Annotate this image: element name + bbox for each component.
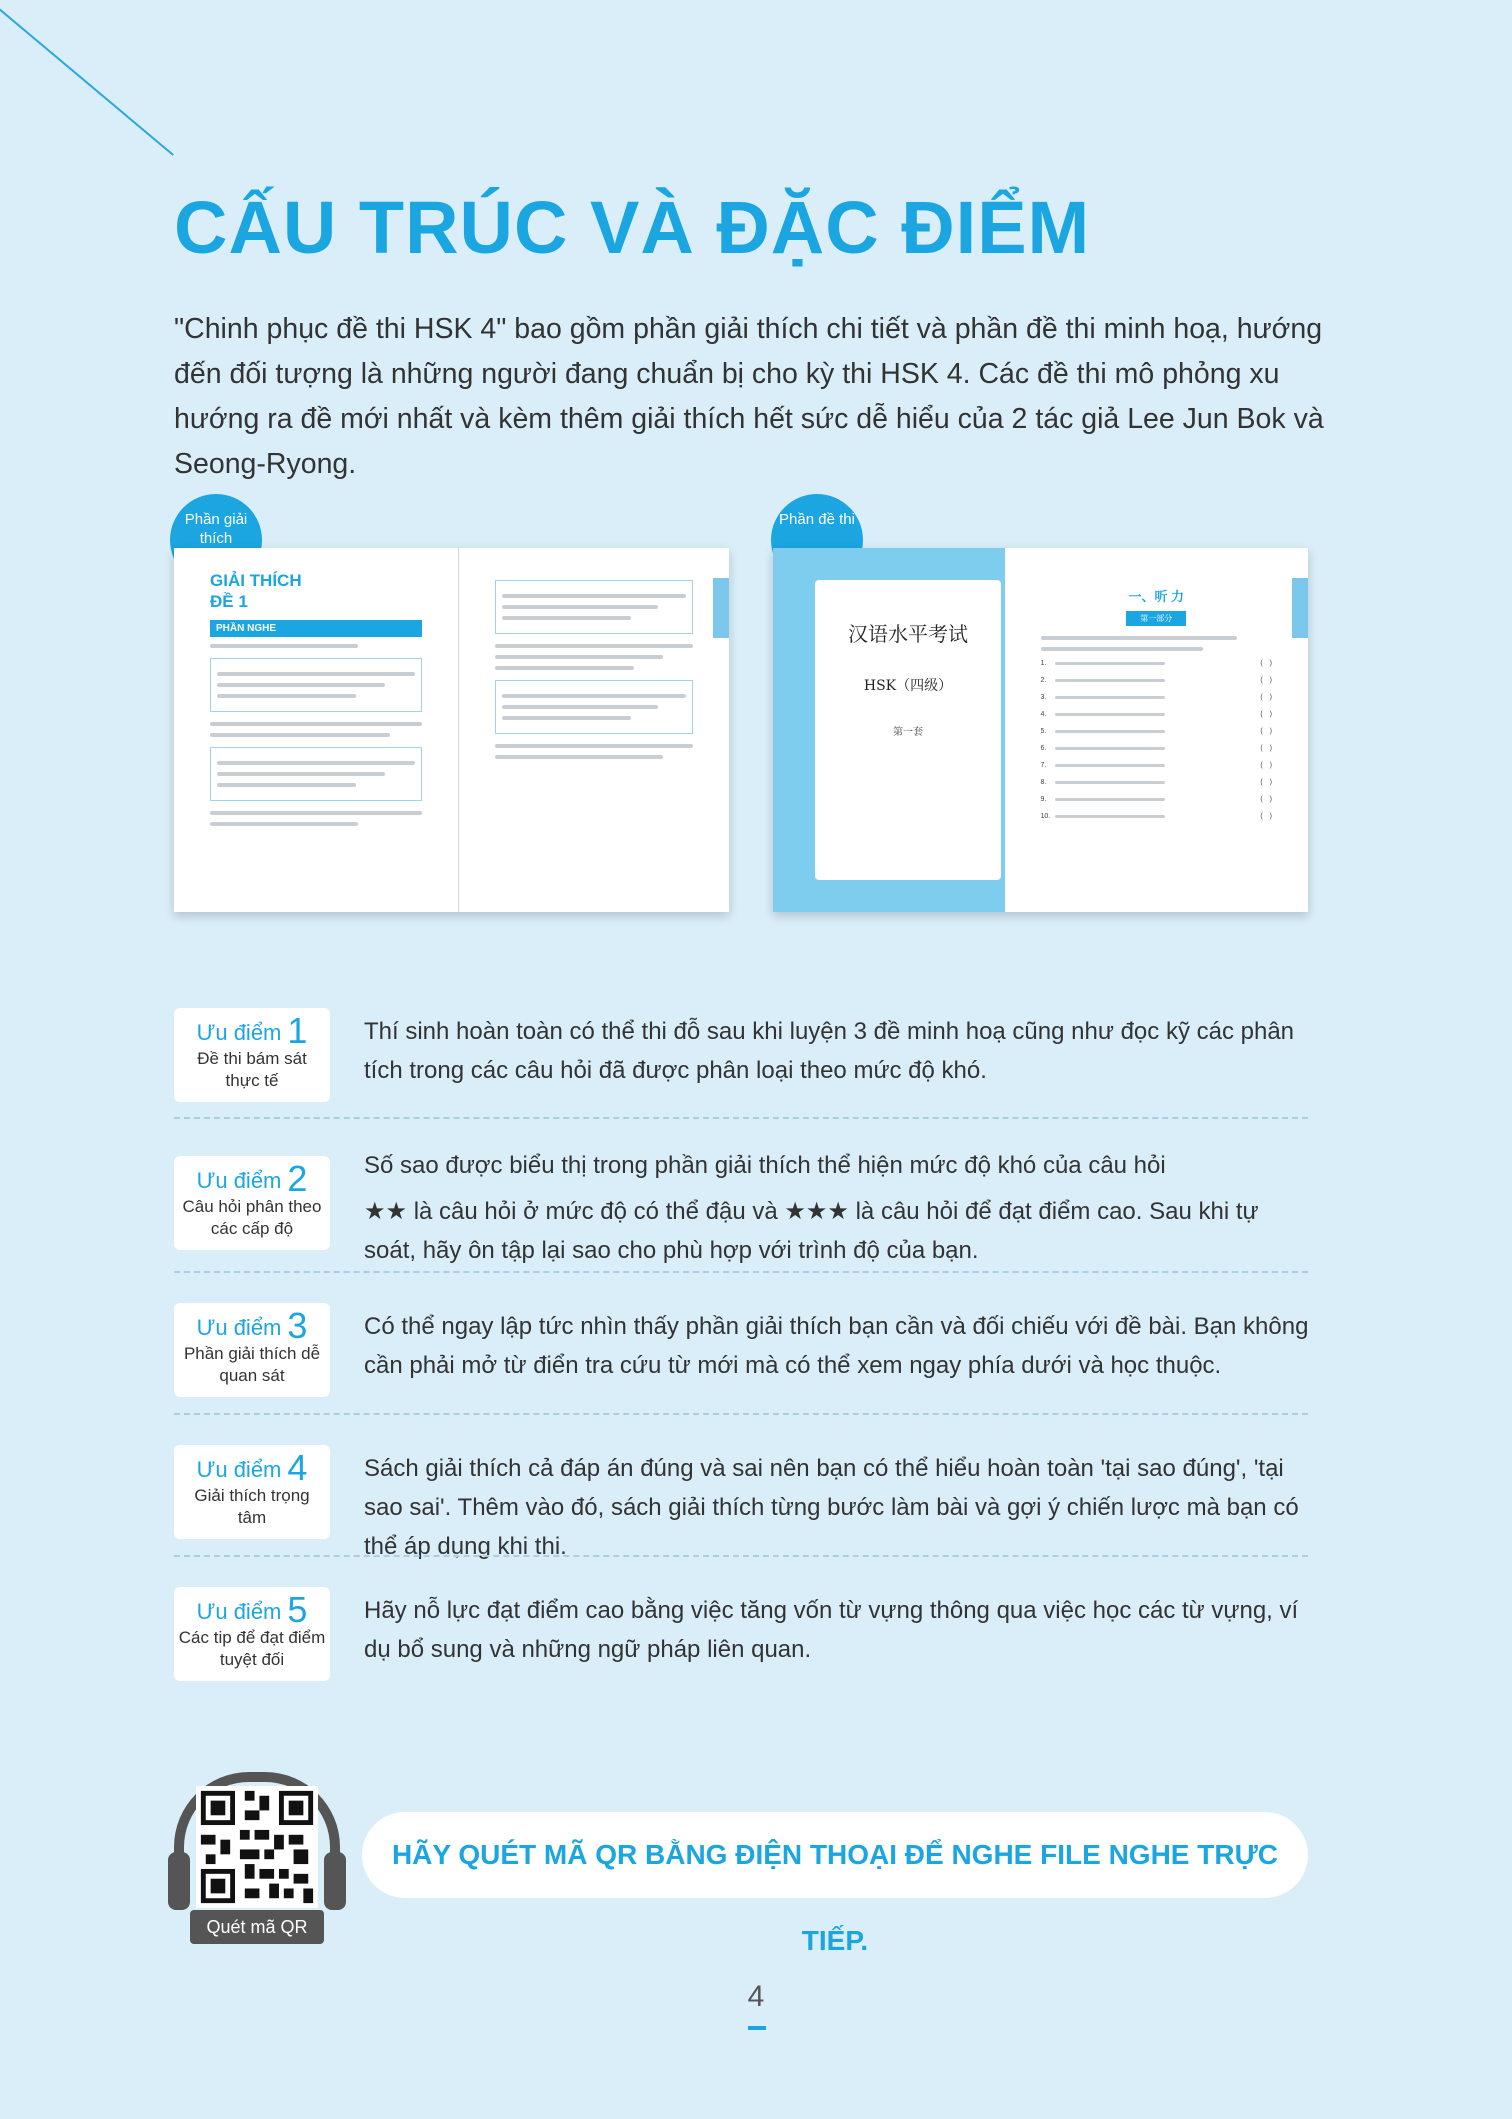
- question-row: 4. ( ): [1040, 710, 1272, 718]
- text-line: [502, 694, 686, 698]
- text-line: [210, 733, 390, 737]
- preview-box: [495, 680, 693, 734]
- feature-label: Ưu điểm: [196, 1599, 282, 1624]
- text-line: [502, 616, 631, 620]
- divider: [174, 1117, 1308, 1119]
- text-line: [1041, 647, 1203, 651]
- text-line: [210, 822, 358, 826]
- feature-badge: [174, 1008, 330, 1102]
- feature-number: 5: [287, 1589, 308, 1630]
- explanation-section-bar: PHẦN NGHE: [210, 620, 422, 637]
- feature-badge: [174, 1303, 330, 1397]
- explanation-heading-line2: ĐỀ 1: [210, 592, 248, 611]
- divider: [174, 1271, 1308, 1273]
- feature-text-line1: Số sao được biểu thị trong phần giải thích thể hiện mức độ khó của câu hỏi: [364, 1152, 1166, 1179]
- qr-code-block[interactable]: [174, 1772, 340, 1942]
- exam-cover-title: 汉语水平考试: [848, 622, 968, 646]
- question-row: 8. ( ): [1040, 778, 1272, 786]
- exam-cover-page: [773, 548, 1005, 912]
- feature-text: Có thể ngay lập tức nhìn thấy phần giải thích bạn cần và đối chiếu với đề bài. Bạn không cần phải mở từ điển tra cứu từ mới mà có thể xem ngay phía dưới và học thuộc.: [364, 1313, 1309, 1379]
- feature-subtitle: Câu hỏi phân theo các cấp độ: [182, 1197, 322, 1238]
- text-line: [495, 755, 663, 759]
- feature-subtitle: Đề thi bám sát thực tế: [197, 1049, 307, 1090]
- headphone-ear-right: [324, 1852, 346, 1910]
- feature-subtitle: Giải thích trọng tâm: [194, 1486, 310, 1527]
- feature-number: 2: [287, 1158, 308, 1199]
- text-line: [217, 772, 385, 776]
- explanation-heading: [210, 570, 422, 612]
- text-line: [210, 811, 422, 815]
- feature-badge-heading: [178, 1305, 326, 1346]
- qr-label: Quét mã QR: [190, 1910, 324, 1944]
- text-line: [217, 761, 415, 765]
- feature-badge: [174, 1156, 330, 1250]
- explanation-tab-label: Phần giải thích: [184, 511, 248, 547]
- divider: [174, 1413, 1308, 1415]
- text-line: [495, 744, 693, 748]
- preview-box: [210, 658, 422, 712]
- preview-box: [495, 580, 693, 634]
- page-title: CẤU TRÚC VÀ ĐẶC ĐIỂM: [174, 186, 1091, 269]
- feature-badge-heading: [178, 1158, 326, 1199]
- exam-listening-page: [1005, 548, 1309, 912]
- side-tab-marker: [713, 578, 729, 638]
- side-tab-marker: [1292, 578, 1308, 638]
- question-row: 1. ( ): [1040, 659, 1272, 667]
- qr-banner: HÃY QUÉT MÃ QR BẰNG ĐIỆN THOẠI ĐỂ NGHE FILE NGHE TRỰC TIẾP.: [362, 1812, 1308, 1898]
- text-line: [210, 644, 358, 648]
- page-number: 4: [747, 1980, 765, 2013]
- feature-text: Thí sinh hoàn toàn có thể thi đỗ sau khi luyện 3 đề minh hoạ cũng như đọc kỹ các phân tích trong các câu hỏi đã được phân loại theo mức độ khó.: [364, 1018, 1295, 1084]
- explanation-left-page: [174, 548, 458, 912]
- preview-box: [210, 747, 422, 801]
- intro-paragraph: "Chinh phục đề thi HSK 4" bao gồm phần giải thích chi tiết và phần đề thi minh hoạ, hướng đến đối tượng là những người đang chuẩn bị cho kỳ thi HSK 4. Các đề thi mô phỏng xu hướng ra đề mới nhất và kèm thêm giải thích hết sức dễ hiểu của 2 tác giả Lee Jun Bok và Seong-Ryong.: [174, 313, 1324, 480]
- exam-preview: [773, 548, 1308, 912]
- exam-cover-card: [815, 580, 1001, 880]
- explanation-heading-line1: GIẢI THÍCH: [210, 571, 302, 590]
- qr-code-icon[interactable]: [196, 1786, 318, 1908]
- text-line: [217, 683, 385, 687]
- feature-label: Ưu điểm: [196, 1315, 282, 1340]
- question-row: 10. ( ): [1040, 812, 1272, 820]
- feature-text: Sách giải thích cả đáp án đúng và sai nên bạn có thể hiểu hoàn toàn 'tại sao đúng', 'tại sao sai'. Thêm vào đó, sách giải thích từng bước làm bài và gợi ý chiến lược mà bạn có thể áp dụng khi thi.: [364, 1455, 1299, 1560]
- feature-subtitle: Phần giải thích dễ quan sát: [183, 1344, 321, 1385]
- feature-badge-heading: [178, 1589, 326, 1630]
- decorative-corner-line: [0, 0, 174, 156]
- question-row: 6. ( ): [1040, 744, 1272, 752]
- listening-heading: 一、听 力: [1128, 589, 1185, 604]
- feature-number: 3: [287, 1305, 308, 1346]
- feature-label: Ưu điểm: [196, 1457, 282, 1482]
- exam-cover-level: HSK（四级）: [863, 678, 953, 694]
- question-row: 5. ( ): [1040, 727, 1272, 735]
- listening-part: 第一部分: [1126, 611, 1186, 626]
- text-line: [1041, 636, 1238, 640]
- feature-label: Ưu điểm: [196, 1020, 282, 1045]
- feature-number: 1: [287, 1010, 308, 1051]
- exam-tab-label: Phần đề thi: [779, 511, 855, 528]
- explanation-right-page: [458, 548, 729, 912]
- text-line: [502, 705, 658, 709]
- feature-badge: [174, 1445, 330, 1539]
- divider: [174, 1555, 1308, 1557]
- feature-subtitle: Các tip để đạt điểm tuyệt đối: [178, 1628, 326, 1669]
- text-line: [502, 716, 631, 720]
- feature-badge: [174, 1587, 330, 1681]
- feature-label: Ưu điểm: [196, 1168, 282, 1193]
- text-line: [217, 672, 415, 676]
- page-number-underline: [748, 2026, 766, 2030]
- text-line: [217, 783, 356, 787]
- text-line: [495, 644, 693, 648]
- text-line: [217, 694, 356, 698]
- question-row: 7. ( ): [1040, 761, 1272, 769]
- explanation-preview: [174, 548, 729, 912]
- exam-cover-set: 第一套: [893, 727, 923, 738]
- text-line: [495, 655, 663, 659]
- feature-badge-heading: [178, 1447, 326, 1488]
- feature-badge-heading: [178, 1010, 326, 1051]
- text-line: [495, 666, 634, 670]
- text-line: [502, 605, 658, 609]
- question-row: 2. ( ): [1040, 676, 1272, 684]
- feature-text-line2: ★★ là câu hỏi ở mức độ có thể đậu và ★★★ là câu hỏi để đạt điểm cao. Sau khi tự soát, hãy ôn tập lại sao cho phù hợp với trình độ của bạn.: [364, 1198, 1259, 1264]
- feature-text: Hãy nỗ lực đạt điểm cao bằng việc tăng vốn từ vựng thông qua việc học các từ vựng, ví dụ bổ sung và những ngữ pháp liên quan.: [364, 1597, 1299, 1663]
- headphone-ear-left: [168, 1852, 190, 1910]
- question-row: 9. ( ): [1040, 795, 1272, 803]
- feature-number: 4: [287, 1447, 308, 1488]
- question-row: 3. ( ): [1040, 693, 1272, 701]
- text-line: [502, 594, 686, 598]
- text-line: [210, 722, 422, 726]
